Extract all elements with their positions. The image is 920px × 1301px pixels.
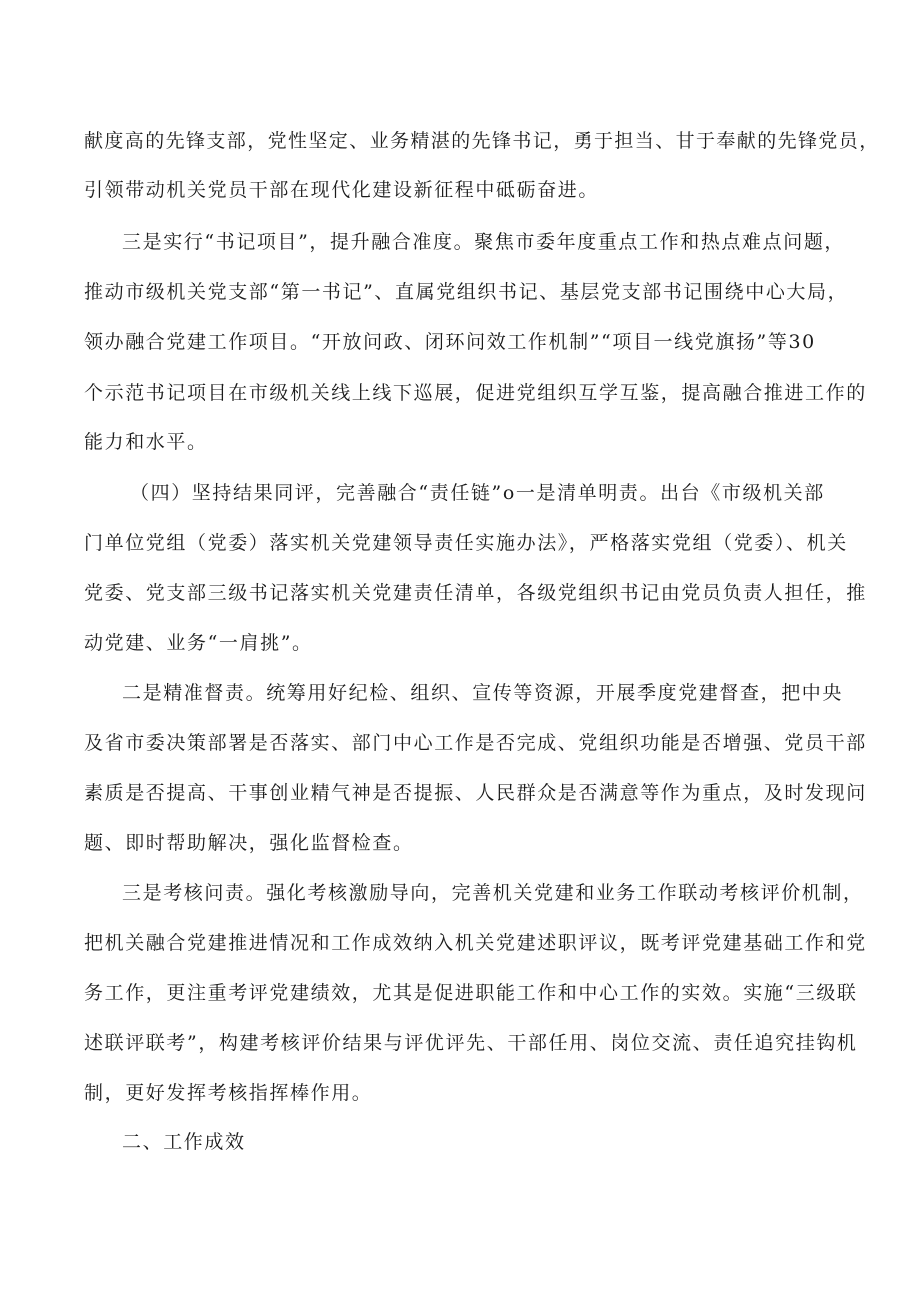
text-line: 述联评联考”，构建考核评价结果与评优评先、干部任用、岗位交流、责任追究挂钩机 — [84, 1032, 858, 1054]
text-line: （四）坚持结果同评，完善融合“责任链”o一是清单明责。出台《市级机关部 — [130, 482, 825, 504]
text-line: 个示范书记项目在市级机关线上线下巡展，促进党组织互学互鉴，提高融合推进工作的 — [84, 382, 867, 404]
text-line: 把机关融合党建推进情况和工作成效纳入机关党建述职评议，既考评党建基础工作和党 — [84, 932, 867, 954]
text-line: 动党建、业务“一肩挑”。 — [84, 632, 313, 654]
text-line: 素质是否提高、干事创业精气神是否提振、人民群众是否满意等作为重点，及时发现问 — [84, 782, 867, 804]
text-line: 党委、党支部三级书记落实机关党建责任清单，各级党组织书记由党员负责人担任，推 — [84, 582, 867, 604]
text-line: 门单位党组（党委）落实机关党建领导责任实施办法》，严格落实党组（党委）、机关 — [84, 532, 848, 554]
text-line: 引领带动机关党员干部在现代化建设新征程中砥砺奋进。 — [84, 179, 600, 201]
text-line: 制，更好发挥考核指挥棒作用。 — [84, 1082, 373, 1104]
text-line: 领办融合党建工作项目。“开放问政、闭环问效工作机制”“项目一线党旗扬”等30 — [84, 331, 816, 353]
text-line: 及省市委决策部署是否落实、部门中心工作是否完成、党组织功能是否增强、党员干部 — [84, 732, 867, 754]
text-line: 献度高的先锋支部，党性坚定、业务精湛的先锋书记，勇于担当、甘于奉献的先锋党员， — [84, 130, 880, 152]
text-line: 推动市级机关党支部“第一书记”、直属党组织书记、基层党支部书记围绕中心大局， — [84, 281, 849, 303]
text-line: 三是考核问责。强化考核激励导向，完善机关党建和业务工作联动考核评价机制， — [122, 882, 864, 904]
text-line: 题、即时帮助解决，强化监督检查。 — [84, 832, 414, 854]
text-line: 务工作，更注重考评党建绩效，尤其是促进职能工作和中心工作的实效。实施“三级联 — [84, 982, 858, 1004]
section-heading: 二、工作成效 — [122, 1131, 246, 1153]
text-line: 能力和水平。 — [84, 431, 208, 453]
text-line: 三是实行“书记项目”，提升融合准度。聚焦市委年度重点工作和热点难点问题， — [122, 231, 846, 253]
text-line: 二是精准督责。统筹用好纪检、组织、宣传等资源，开展季度党建督查，把中央 — [122, 682, 844, 704]
